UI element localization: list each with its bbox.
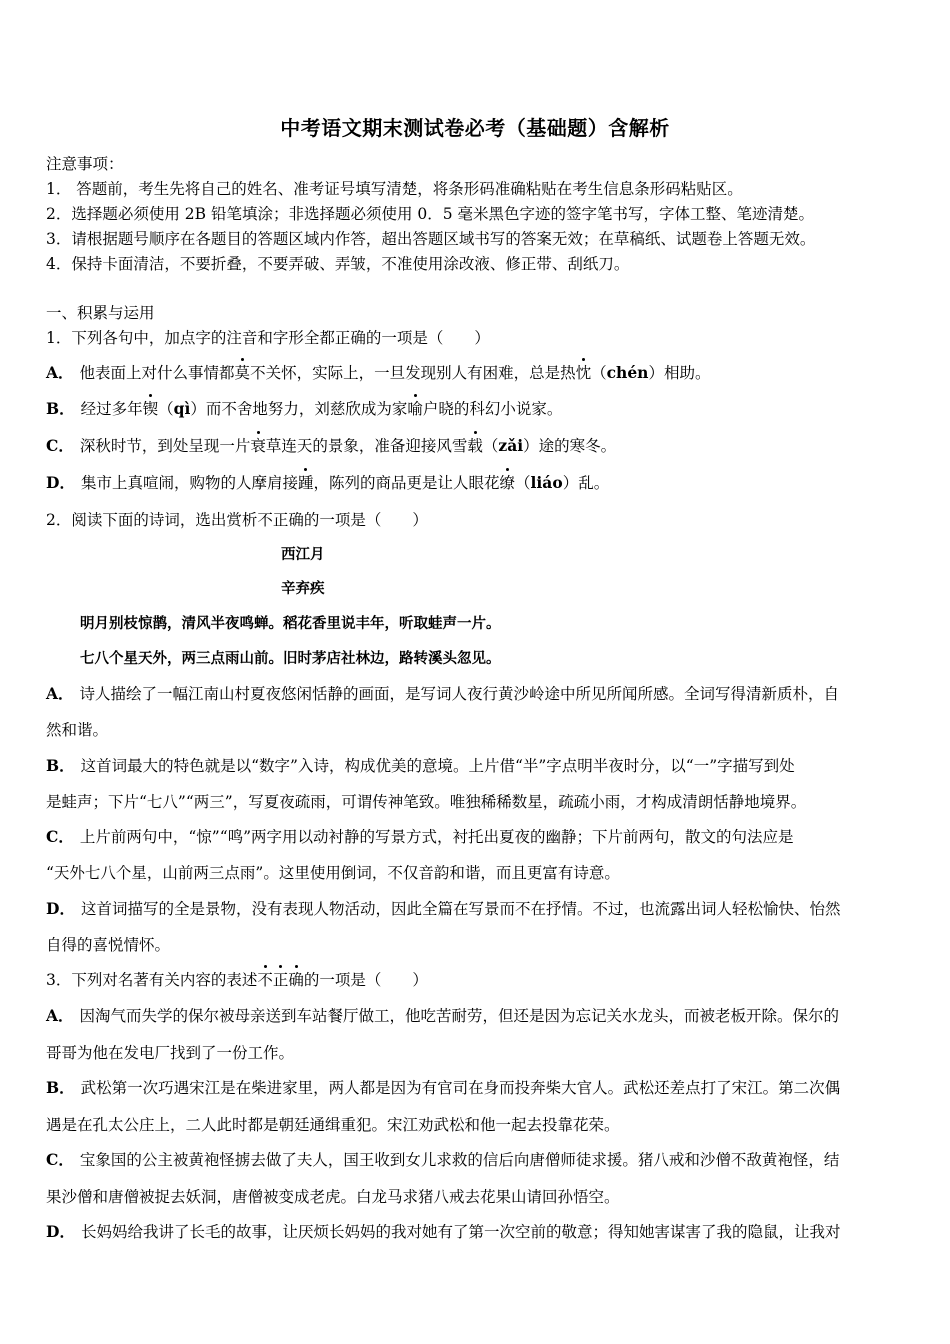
note-item: 3．请根据题号顺序在各题目的答题区域内作答，超出答题区域书写的答案无效；在草稿纸、试题卷上答题无效。 (46, 230, 816, 248)
poem-line: 明月别枝惊鹊，清风半夜鸣蝉。稻花香里说丰年，听取蛙声一片。 (80, 615, 501, 632)
option-continuation: 遇是在孔太公庄上，二人此时都是朝廷通缉重犯。宋江劝武松和他一起去投靠花荣。 (46, 1116, 620, 1134)
option-text: 这首词描写的全是景物，没有表现人物活动，因此全篇在写景而不在抒情。不过，也流露出词人轻松愉快、怡然 (80, 900, 841, 918)
option-label: D． (46, 1222, 75, 1241)
option-text: 户晓的科幻小说家。 (422, 400, 563, 418)
dotted-char: 踵 (297, 474, 314, 492)
stem-text: 3．下列对名著有关内容的表述 (46, 971, 258, 989)
dotted-char: 衰 (250, 437, 266, 455)
option-label: A． (46, 1006, 74, 1025)
page-title: 中考语文期末测试卷必考（基础题）含解析 (280, 116, 670, 140)
question-2-stem: 2．阅读下面的诗词，选出赏析不正确的一项是（ ） (46, 511, 428, 529)
question-3-option-b (46, 1078, 906, 1098)
option-text: 诗人描绘了一幅江南山村夏夜悠闲恬静的画面，是写词人夜行黄沙岭途中所见所闻所感。全词写得清新质朴，自 (79, 685, 840, 703)
option-label: C． (46, 1150, 74, 1169)
option-text: 经过多年 (80, 400, 143, 418)
dotted-char: 缭 (499, 474, 516, 492)
option-continuation: 自得的喜悦情怀。 (46, 936, 171, 954)
pinyin: zǎi (498, 436, 524, 455)
dotted-char: 莫 (234, 364, 251, 382)
option-text: ）而不舍地努力，刘慈欣成为家 (190, 400, 408, 418)
question-2-option-a (46, 684, 906, 704)
dotted-char: 确 (288, 971, 304, 989)
question-1-option-d (46, 473, 906, 493)
question-2-option-c (46, 827, 906, 847)
option-text: （ (482, 437, 499, 455)
pinyin: qì (173, 399, 191, 418)
option-continuation: “天外七八个星，山前两三点雨”。这里使用倒词，不仅音韵和谐，而且更富有诗意。 (46, 864, 620, 882)
dotted-char: 不 (257, 971, 273, 989)
question-3-option-d (46, 1222, 906, 1242)
option-text: 集市上真喧闹，购物的人摩肩接 (80, 474, 298, 492)
option-text: ）途的寒冬。 (523, 437, 617, 455)
poem-title: 西江月 (281, 546, 325, 563)
option-label: A． (46, 684, 74, 703)
option-text: ）相助。 (648, 364, 711, 382)
dotted-char: 载 (467, 437, 483, 455)
option-label: A． (46, 363, 74, 382)
section-heading: 一、积累与运用 (46, 304, 155, 322)
option-label: B． (46, 1078, 75, 1097)
poem-line: 七八个星天外，两三点雨山前。旧时茅店社林边，路转溪头忽见。 (80, 650, 501, 667)
option-text: 上片前两句中，“惊”“鸣”两字用以动衬静的写景方式，衬托出夏夜的幽静；下片前两句，散文的句法应是 (79, 828, 794, 846)
option-text: 宝象国的公主被黄袍怪掳去做了夫人，国王收到女儿求救的信后向唐僧师徒求援。猪八戒和沙僧不敌黄袍怪，结 (79, 1151, 840, 1169)
notes-heading: 注意事项： (46, 155, 124, 173)
option-text: 长妈妈给我讲了长毛的故事，让厌烦长妈妈的我对她有了第一次空前的敬意；得知她害谋害了我的隐鼠，让我对 (80, 1223, 841, 1241)
option-label: B． (46, 756, 75, 775)
option-text: （ (158, 400, 174, 418)
dotted-char: 锲 (142, 400, 159, 418)
option-continuation: 是蛙声；下片“七八”“两三”，写夏夜疏雨，可谓传神笔致。唯独稀稀数星，疏疏小雨，才构成清朗恬静地境界。 (46, 793, 807, 811)
dotted-char: 喻 (407, 400, 423, 418)
option-text: ，陈列的商品更是让人眼花 (313, 474, 500, 492)
note-item: 2．选择题必须使用 2B 铅笔填涂；非选择题必须使用 0．5 毫米黑色字迹的签字笔书写，字体工整、笔迹清楚。 (46, 205, 815, 223)
note-item: 1． 答题前，考生先将自己的姓名、准考证号填写清楚，将条形码准确粘贴在考生信息条形码粘贴区。 (46, 180, 743, 198)
question-1-option-c (46, 436, 906, 456)
option-text: 因淘气而失学的保尔被母亲送到车站餐厅做工，他吃苦耐劳，但还是因为忘记关水龙头，而被老板开除。保尔的 (79, 1007, 840, 1025)
option-text: 深秋时节，到处呈现一片 (79, 437, 251, 455)
option-continuation: 果沙僧和唐僧被捉去妖洞，唐僧被变成老虎。白龙马求猪八戒去花果山请回孙悟空。 (46, 1188, 620, 1206)
pinyin: liáo (530, 473, 563, 492)
option-text: 武松第一次巧遇宋江是在柴进家里，两人都是因为有官司在身而投奔柴大官人。武松还差点打了宋江。第二次偶 (80, 1079, 841, 1097)
option-text: （ (515, 474, 531, 492)
dotted-char: 忱 (575, 364, 592, 382)
pinyin: chén (606, 363, 649, 382)
option-text: 他表面上对什么事情都 (79, 364, 235, 382)
question-3-stem (46, 970, 906, 990)
question-2-option-b (46, 756, 906, 776)
question-3-option-c (46, 1150, 906, 1170)
option-continuation: 哥哥为他在发电厂找到了一份工作。 (46, 1044, 295, 1062)
option-label: C． (46, 436, 74, 455)
option-continuation: 然和谐。 (46, 721, 109, 739)
question-1-option-b (46, 399, 906, 419)
stem-text: 的一项是（ ） (303, 971, 428, 989)
question-2-option-d (46, 899, 906, 919)
note-item: 4．保持卡面清洁，不要折叠，不要弄破、弄皱，不准使用涂改液、修正带、刮纸刀。 (46, 255, 630, 273)
option-label: D． (46, 473, 75, 492)
option-text: （ (591, 364, 607, 382)
question-1-option-a (46, 363, 906, 383)
option-text: 草连天的景象，准备迎接风雪 (265, 437, 468, 455)
dotted-char: 正 (272, 971, 289, 989)
question-3-option-a (46, 1006, 906, 1026)
option-text: ）乱。 (562, 474, 610, 492)
option-text: 不关怀，实际上，一旦发现别人有困难，总是热 (250, 364, 576, 382)
poem-author: 辛弃疾 (281, 580, 325, 597)
option-label: C． (46, 827, 74, 846)
option-text: 这首词最大的特色就是以“数字”入诗，构成优美的意境。上片借“半”字点明半夜时分，以“一”字描写到处 (80, 757, 795, 775)
option-label: B． (46, 399, 75, 418)
question-1-stem: 1．下列各句中，加点字的注音和字形全都正确的一项是（ ） (46, 329, 490, 347)
option-label: D． (46, 899, 75, 918)
